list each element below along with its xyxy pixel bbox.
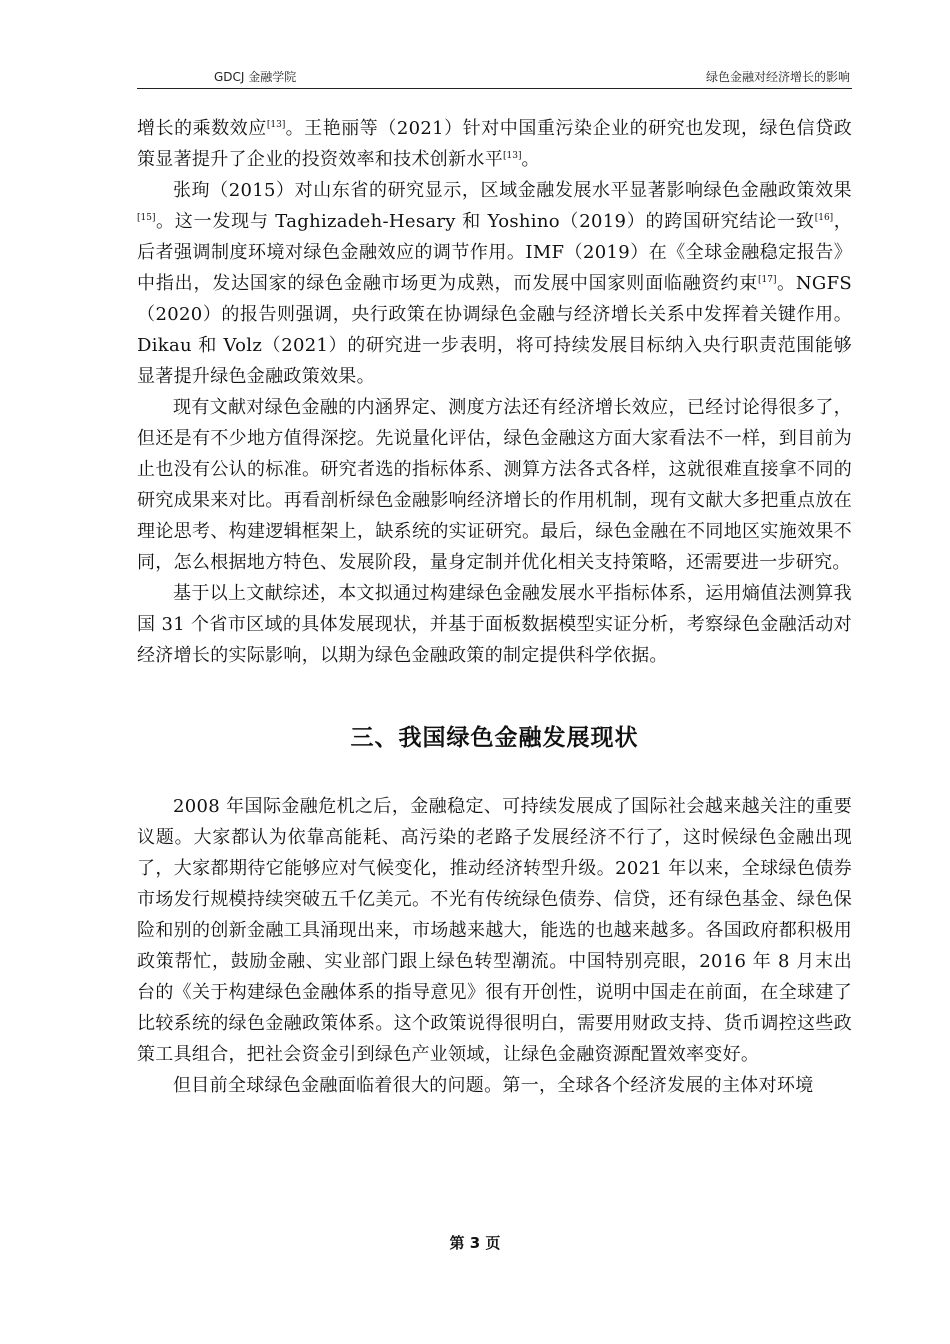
header-institution: GDCJ 金融学院 xyxy=(214,70,297,84)
header-title: 绿色金融对经济增长的影响 xyxy=(705,70,850,84)
citation: [16] xyxy=(814,213,834,223)
citation: [15] xyxy=(137,213,156,223)
citation: [13] xyxy=(266,120,286,130)
citation: [17] xyxy=(758,275,777,285)
section-heading: 三、我国绿色金融发展现状 xyxy=(350,725,639,751)
page-body xyxy=(137,113,852,1101)
citation: [13] xyxy=(503,151,522,161)
paragraph-4: 基于以上文献综述，本文拟通过构建绿色金融发展水平指标体系，运用熵值法测算我国 31 个省市区域的具体发展现状，并基于面板数据模型实证分析，考察绿色金融活动对经济增长的实际影响，以期为绿色金融政策的制定提供科学依据。 xyxy=(137,583,852,666)
section-paragraph-1: 2008 年国际金融危机之后，金融稳定、可持续发展成了国际社会越来越关注的重要议题。大家都认为依靠高能耗、高污染的老路子发展经济不行了，这时候绿色金融出现了，大家都期待它能够应对气候变化，推动经济转型升级。2021 年以来，全球绿色债券市场发行规模持续突破五千亿美元。不光有传统绿色债券、信贷，还有绿色基金、绿色保险和别的创新金融工具涌现出来，市场越来越大，能选的也越来越多。各国政府都积极用政策帮忙，鼓励金融、实业部门跟上绿色转型潮流。中国特别亮眼，2016 年 8 月末出台的《关于构建绿色金融体系的指导意见》很有开创性，说明中国走在前面，在全球建了比较系统的绿色金融政策体系。这个政策说得很明白，需要用财政支持、货币调控这些政策工具组合，把社会资金引到绿色产业领域，让绿色金融资源配置效率变好。 xyxy=(137,796,852,1065)
paragraph-3: 现有文献对绿色金融的内涵界定、测度方法还有经济增长效应，已经讨论得很多了，但还是有不少地方值得深挖。先说量化评估，绿色金融这方面大家看法不一样，到目前为止也没有公认的标准。研究者选的指标体系、测算方法各式各样，这就很难直接拿不同的研究成果来对比。再看剖析绿色金融影响经济增长的作用机制，现有文献大多把重点放在理论思考、构建逻辑框架上，缺系统的实证研究。最后，绿色金融在不同地区实施效果不同，怎么根据地方特色、发展阶段，量身定制并优化相关支持策略，还需要进一步研究。 xyxy=(137,397,852,573)
paragraph-2: 张珣（2015）对山东省的研究显示，区域金融发展水平显著影响绿色金融政策效果[15]。这一发现与 Taghizadeh-Hesary 和 Yoshino（2019）的跨国研究结论一致[16]，后者强调制度环境对绿色金融效应的调节作用。IMF（2019）在《全球金融稳定报告》中指出，发达国家的绿色金融市场更为成熟，而发展中国家则面临融资约束[17]。NGFS（2020）的报告则强调，央行政策在协调绿色金融与经济增长关系中发挥着关键作用。Dikau 和 Volz（2021）的研究进一步表明，将可持续发展目标纳入央行职责范围能够显著提升绿色金融政策效果。 xyxy=(137,180,852,387)
section-paragraph-2: 但目前全球绿色金融面临着很大的问题。第一，全球各个经济发展的主体对环境 xyxy=(173,1075,814,1096)
page-header xyxy=(137,66,852,89)
paragraph-1: 增长的乘数效应[13]。王艳丽等（2021）针对中国重污染企业的研究也发现，绿色信贷政策显著提升了企业的投资效率和技术创新水平[13]。 xyxy=(137,118,852,170)
page-number: 第 3 页 xyxy=(449,1234,501,1252)
